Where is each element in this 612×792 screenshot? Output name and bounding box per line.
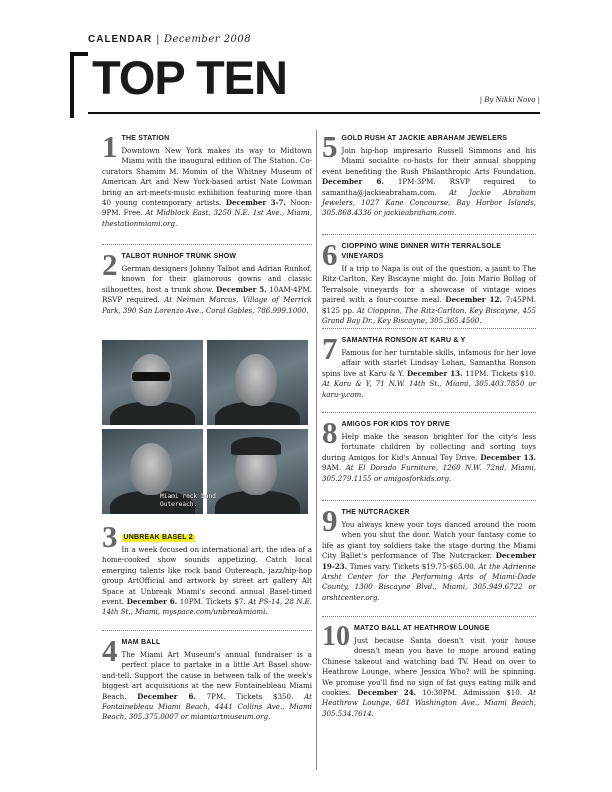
item-divider: [322, 412, 536, 413]
item-body: [322, 520, 536, 603]
photo-portrait: [102, 340, 203, 425]
item-venue: At Heathrow Lounge, 681 Washington Ave., Miami Beach, 305.534.7614.: [322, 688, 536, 718]
item-date: December 13.: [407, 368, 463, 378]
item-details: 7:45PM. $125 pp.: [322, 295, 536, 315]
item-details: Noon-9PM. Free.: [102, 198, 312, 218]
item-text: Just because Santa doesn't visit your house doesn't mean you have to mope around eating Chinese takeout and watching bad TV. Head on over to Heathrow Lounge, where Jessica Who? will be spinning. We promise you'll find no sign of fat guys eating milk and cookies.: [322, 636, 536, 698]
item-venue: At Fontainebleau Miami Beach, 4441 Collins Ave., Miami Beach, 305.375.0007 or miamiartmuseum.org.: [102, 691, 312, 722]
item-divider: [102, 630, 312, 631]
item-venue: At Midblock East, 3250 N.E. 1st Ave., Miami, thestationmiami.org.: [102, 208, 312, 228]
item-headline: MATZO BALL AT HEATHROW LOUNGE: [354, 625, 490, 632]
header-separator: |: [156, 34, 160, 45]
item-body: [322, 146, 536, 219]
item-headline: UNBREAK BASEL 2: [123, 534, 193, 541]
item-date: December 6.: [137, 691, 196, 701]
list-item: [322, 237, 537, 326]
item-headline: TALBOT RUNHOF TRUNK SHOW: [121, 253, 237, 260]
item-venue: At Neiman Marcus, Village of Merrick Park, 390 San Lorenzo Ave., Coral Gables, 786.999.1000.: [102, 295, 312, 315]
item-headline: AMIGOS FOR KIDS TOY DRIVE: [341, 421, 450, 428]
item-text: You always knew your toys danced around the room when you shut the door. Watch your fantasy come to life as giant toy soldiers take the stage during the Miami City Ballet's performance of The Nutcracker.: [322, 520, 536, 561]
item-body: [102, 146, 312, 229]
item-text: In a week focused on international art, the idea of a home-cooked show sounds appetizing. Catch local emerging talents like rock band Outereach, jazz/hip-hop group ArtOfficial and artwork by street art gallery Alt Space at Unbreak Miami's second annual Basel-timed event.: [102, 545, 312, 607]
section-label: CALENDAR: [88, 34, 153, 45]
item-number: 6: [322, 237, 338, 272]
item-text: Join hip-hop impresario Russell Simmons and his Miami socialite co-hosts for their annual shopping event benefiting the Rush Philanthropic Arts Foundation.: [322, 146, 536, 176]
item-date: December 5.: [216, 284, 267, 294]
list-item: [322, 503, 536, 603]
item-text: German designers Johnny Talbot and Adrian Runhof, known for their glamorous gowns and classic silhouettes, host a trunk show.: [102, 264, 312, 294]
item-date: December 3-7.: [225, 198, 286, 208]
item-text: The Miami Art Museum's annual fundraiser is a perfect place to partake in a little Art Basel show-and-tell. Support the cause in between talk of the week's biggest art acquisitions at the new Fontainebleau Miami Beach.: [102, 650, 312, 701]
item-details: 11PM. Tickets $10.: [465, 368, 536, 378]
item-text: Downtown New York makes its way to Midtown Miami with the inaugural edition of The Station. Co-curators Shamim M. Momin of the Whitney Museum of American Art and New York-based artist Nate Lowman bring an art-meets-music exhibition featuring more than 40 young contemporary artists.: [102, 146, 312, 208]
caption-line: Outereach.: [160, 500, 198, 508]
item-details: 7PM. Tickets $350.: [206, 691, 294, 701]
photo-portrait: [207, 340, 308, 425]
list-item: [322, 415, 536, 484]
item-divider: [102, 244, 312, 245]
item-body: [322, 636, 536, 719]
item-body: [322, 432, 536, 484]
item-date: December 6.: [322, 177, 384, 187]
item-text: If a trip to Napa is out of the question, a jaunt to The Ritz-Carlton, Key Biscayne might do. Join Mario Bollag of Terralsole vineyards for a showcase of vintage wines paired with a four-course meal.: [322, 264, 536, 305]
item-details: 9AM.: [322, 463, 342, 473]
item-venue: At Cioppino, The Ritz-Carlton, Key Biscayne, 455 Grand Bay Dr., Key Biscayne, 305.365.4500.: [322, 305, 537, 326]
item-number: 5: [322, 129, 338, 164]
item-text: Help make the season brighter for the city's less fortunate children by collecting and sorting toys during Amigos for Kid's Annual Toy Drive.: [322, 432, 536, 462]
page-title: TOP TEN: [92, 51, 287, 104]
item-date: December 6.: [126, 597, 178, 607]
item-headline: THE STATION: [121, 135, 170, 142]
item-headline: GOLD RUSH AT JACKIE ABRAHAM JEWELERS: [341, 135, 508, 142]
list-item: [102, 129, 312, 229]
list-item: [322, 129, 536, 219]
item-venue: At Karu & Y, 71 N.W. 14th St., Miami, 305.403.7850 or karu-y.com.: [322, 379, 536, 399]
title-rule: [88, 112, 540, 114]
item-number: 8: [322, 415, 338, 450]
item-number: 10: [322, 621, 350, 652]
item-divider: [322, 616, 536, 617]
item-text: Famous for her turntable skills, infamous for her love affair with starlet Lindsay Lohan, Samantha Ronson spins live at Karu & Y.: [322, 348, 536, 378]
photo-caption: [160, 493, 216, 508]
item-number: 3: [102, 519, 118, 554]
item-date: December 12.: [445, 295, 502, 305]
issue-date: December 2008: [163, 34, 252, 45]
item-headline: SAMANTHA RONSON AT KARU & Y: [341, 337, 466, 344]
item-divider: [322, 234, 536, 235]
item-venue: At Jackie Abraham Jewelers, 1027 Kane Concourse, Bay Harbor Islands, 305.868.4336 or jackieabraham.com.: [322, 187, 536, 218]
list-item: [322, 331, 536, 400]
caption-line: Miami rock band: [160, 493, 216, 500]
item-venue: At PS-14, 28 N.E. 14th St., Miami, myspace.com/unbreakmiami.: [102, 597, 312, 617]
item-details: 10PM. Tickets $7.: [179, 597, 246, 607]
item-headline: CIOPPINO WINE DINNER WITH TERRALSOLE VINEYARDS: [341, 243, 502, 260]
running-head: [88, 34, 251, 45]
list-item: [102, 247, 312, 316]
list-item: [322, 621, 536, 719]
item-date: December 19-23.: [322, 551, 536, 571]
item-body: [322, 264, 536, 326]
item-divider: [322, 328, 536, 329]
photo-portrait: [207, 429, 308, 514]
item-body: [102, 545, 312, 618]
item-number: 4: [102, 633, 118, 668]
item-number: 2: [102, 247, 118, 282]
title-bracket: [70, 52, 88, 118]
column-divider: [316, 130, 317, 770]
item-headline: MAM BALL: [121, 639, 161, 646]
item-number: 1: [102, 129, 118, 164]
item-details: Times vary. Tickets $19.75-$65.00.: [349, 561, 477, 571]
list-item: [102, 519, 312, 618]
item-body: [322, 348, 536, 400]
item-body: [102, 650, 312, 723]
item-number: 7: [322, 331, 338, 366]
item-divider: [322, 500, 536, 501]
byline: | By Nikki Novo |: [479, 96, 540, 104]
item-number: 9: [322, 503, 338, 538]
item-details: 1PM-3PM. RSVP required to samantha@jackieabraham.com.: [322, 177, 536, 197]
item-headline: THE NUTCRACKER: [341, 509, 410, 516]
item-date: December 13.: [480, 452, 536, 462]
item-details: 10:30PM. Admission $10.: [422, 688, 523, 698]
item-details: 10AM-4PM. RSVP required.: [102, 284, 312, 305]
item-body: [102, 264, 312, 316]
item-venue: At El Dorado Furniture, 1260 N.W. 72nd, Miami, 305.279.1155 or amigosforkids.org.: [322, 463, 536, 483]
band-photo: [102, 340, 310, 514]
list-item: [102, 633, 312, 723]
item-date: December 24.: [357, 688, 417, 698]
item-venue: At the Adrienne Arsht Center for the Performing Arts of Miami-Dade County, 1300 Biscayne Blvd., Miami, 305.949.6722 or arshtcenter.org.: [322, 561, 536, 602]
